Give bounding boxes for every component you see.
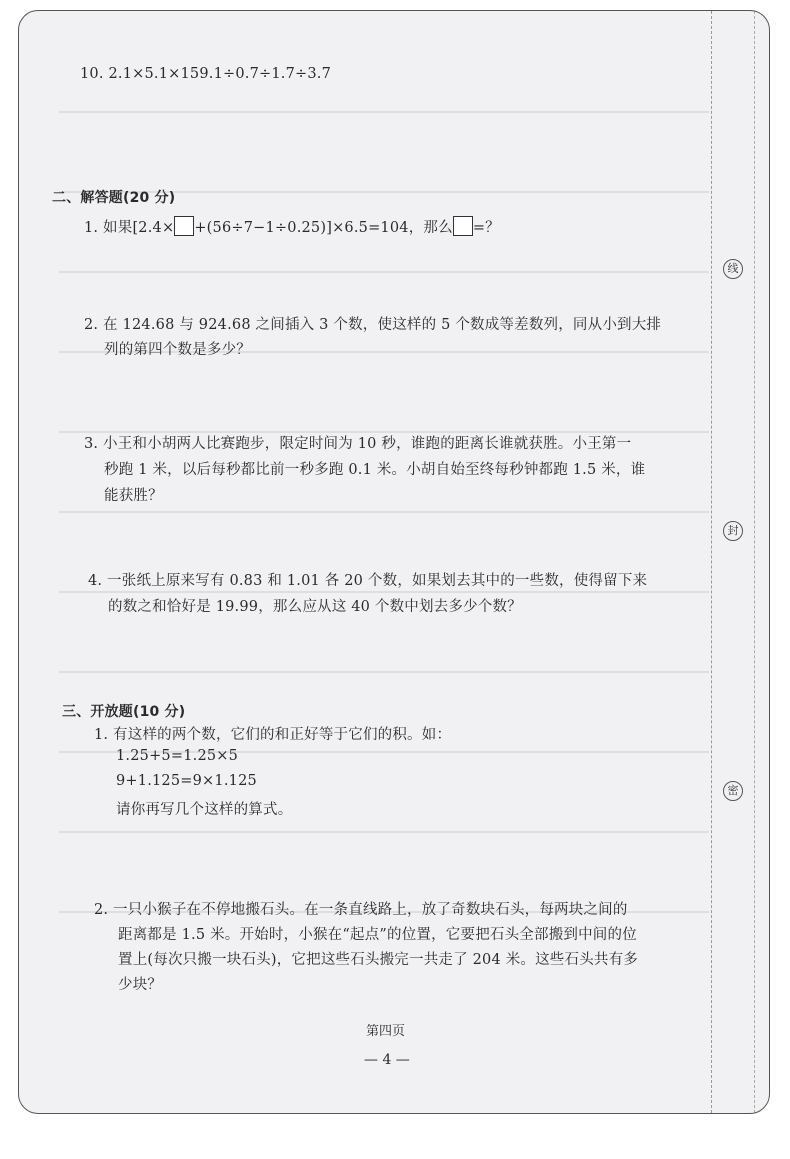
seal-line: 线 bbox=[723, 259, 743, 279]
binding-line-outer bbox=[754, 11, 755, 1113]
s2-q4-line-1: 4. 一张纸上原来写有 0.83 和 1.01 各 20 个数，如果划去其中的一些数，使得留下来 bbox=[88, 573, 648, 589]
s2-q4-line-2: 的数之和恰好是 19.99，那么应从这 40 个数中划去多少个数？ bbox=[108, 599, 522, 615]
s2-question-1 bbox=[84, 216, 500, 237]
page-number: — 4 — bbox=[364, 1052, 410, 1068]
s2-q2-line-2: 列的第四个数是多少？ bbox=[104, 342, 251, 358]
blank-box[interactable] bbox=[174, 216, 194, 236]
s3-q1-line-3: 9+1.125=9×1.125 bbox=[116, 773, 257, 789]
question-10: 10. 2.1×5.1×159.1÷0.7÷1.7÷3.7 bbox=[80, 66, 332, 82]
blank-box-answer[interactable] bbox=[453, 216, 473, 236]
s2-q2-line-1: 2. 在 124.68 与 924.68 之间插入 3 个数，使这样的 5 个数成等差数列，同从小到大排 bbox=[84, 317, 662, 333]
s3-q2-line-2: 距离都是 1.5 米。开始时，小猴在“起点”的位置，它要把石头全部搬到中间的位 bbox=[118, 927, 637, 943]
section-3-heading: 三、开放题(10 分) bbox=[62, 704, 186, 720]
seal-seal: 封 bbox=[723, 521, 743, 541]
s2-q1-part-c: =？ bbox=[472, 220, 500, 236]
page-label: 第四页 bbox=[366, 1024, 406, 1039]
s3-q2-line-3: 置上(每次只搬一块石头)，它把这些石头搬完一共走了 204 米。这些石头共有多 bbox=[118, 952, 639, 968]
s2-q3-line-2: 秒跑 1 米，以后每秒都比前一秒多跑 0.1 米。小胡自始至终每秒钟都跑 1.5 米，谁 bbox=[104, 462, 646, 478]
s2-q3-line-1: 3. 小王和小胡两人比赛跑步，限定时间为 10 秒，谁跑的距离长谁就获胜。小王第一 bbox=[84, 436, 632, 452]
section-2-heading: 二、解答题(20 分) bbox=[52, 190, 176, 206]
s3-q2-line-1: 2. 一只小猴子在不停地搬石头。在一条直线路上，放了奇数块石头，每两块之间的 bbox=[94, 902, 628, 918]
s3-q1-line-4: 请你再写几个这样的算式。 bbox=[116, 802, 293, 818]
binding-line bbox=[711, 11, 712, 1113]
seal-secret: 密 bbox=[723, 781, 743, 801]
s3-q1-line-2: 1.25+5=1.25×5 bbox=[116, 748, 239, 764]
s2-q3-line-3: 能获胜？ bbox=[104, 488, 163, 504]
s2-q1-part-a: 1. 如果[2.4× bbox=[84, 220, 175, 236]
s3-q1-line-1: 1. 有这样的两个数，它们的和正好等于它们的积。如： bbox=[94, 727, 452, 743]
s3-q2-line-4: 少块？ bbox=[118, 977, 163, 993]
s2-q1-part-b: +(56÷7−1÷0.25)]×6.5=104，那么 bbox=[194, 220, 453, 236]
